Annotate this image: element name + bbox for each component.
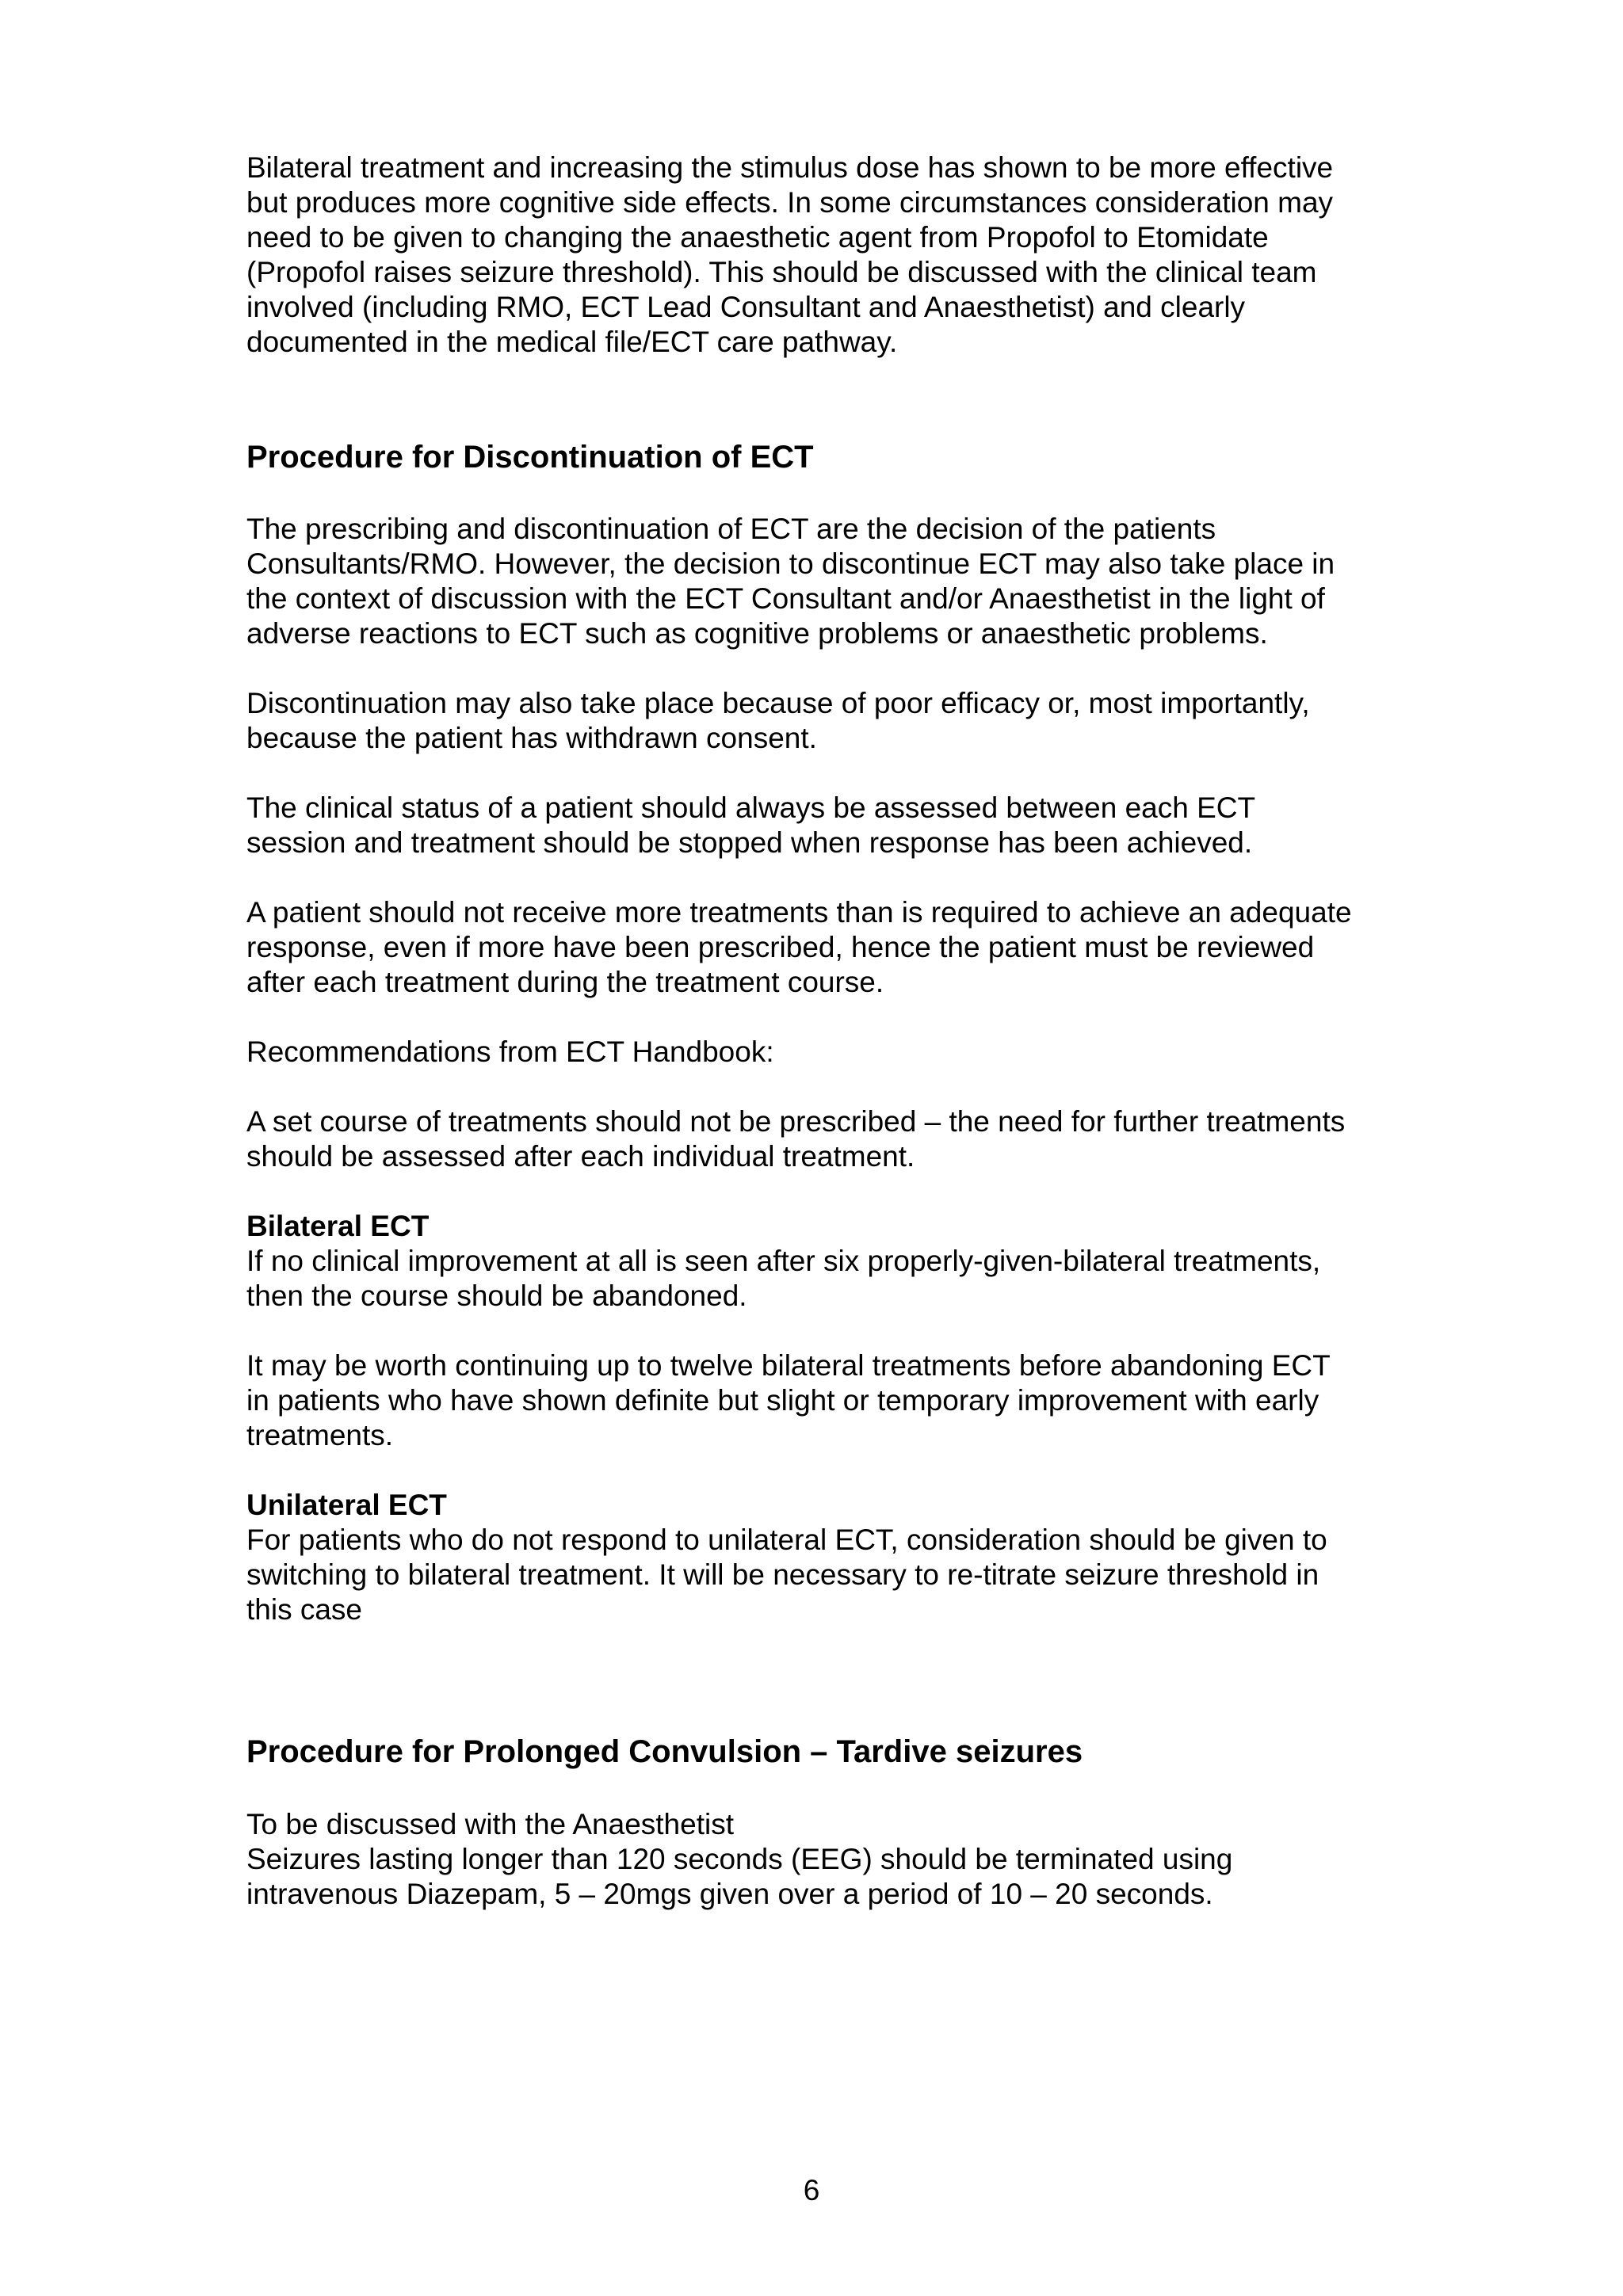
paragraph-bilateral-1: If no clinical improvement at all is seen after six properly-given-bilateral treatments, then the course should be abandoned. <box>246 1245 1321 1312</box>
paragraph-status: The clinical status of a patient should always be assessed between each ECT session and treatment should be stopped when response has been achieved. <box>246 791 1256 859</box>
paragraph-decision: The prescribing and discontinuation of ECT are the decision of the patients Consultants/RMO. However, the decision to discontinue ECT may also take place in the context of discussion with the ECT Consultant and/or Anaesthetist in the light of adverse reactions to ECT such as cognitive problems or anaesthetic problems. <box>246 513 1335 650</box>
heading-prolonged: Procedure for Prolonged Convulsion – Tardive seizures <box>246 1734 1083 1769</box>
paragraph-unilateral: For patients who do not respond to unilateral ECT, consideration should be given to switching to bilateral treatment. It will be necessary to re-titrate seizure threshold in this case <box>246 1524 1327 1626</box>
paragraph-set-course: A set course of treatments should not be prescribed – the need for further treatments should be assessed after each individual treatment. <box>246 1105 1346 1173</box>
paragraph-recommendations: Recommendations from ECT Handbook: <box>246 1035 774 1068</box>
paragraph-intro: Bilateral treatment and increasing the stimulus dose has shown to be more effective but produces more cognitive side effects. In some circumstances consideration may need to be given to changing the anaesthetic agent from Propofol to Etomidate (Propofol raises seizure threshold). This should be discussed with the clinical team involved (including RMO, ECT Lead Consultant and Anaesthetist) and clearly documented in the medical file/ECT care pathway. <box>246 151 1334 358</box>
subheading-unilateral: Unilateral ECT <box>246 1489 447 1521</box>
paragraph-bilateral-2: It may be worth continuing up to twelve bilateral treatments before abandoning ECT in patients who have shown definite but slight or temporary improvement with early treatments. <box>246 1349 1331 1451</box>
paragraph-adequate: A patient should not receive more treatments than is required to achieve an adequate response, even if more have been prescribed, hence the patient must be reviewed after each treatment during the treatment course. <box>246 896 1352 998</box>
page-number: 6 <box>803 2174 820 2206</box>
paragraph-efficacy: Discontinuation may also take place because of poor efficacy or, most importantly, because the patient has withdrawn consent. <box>246 687 1310 754</box>
heading-discontinuation: Procedure for Discontinuation of ECT <box>246 440 814 475</box>
subheading-bilateral: Bilateral ECT <box>246 1210 430 1242</box>
paragraph-seizures: Seizures lasting longer than 120 seconds (EEG) should be terminated using intravenous Diazepam, 5 – 20mgs given over a period of 10 – 20 seconds. <box>246 1843 1233 1910</box>
paragraph-anaesthetist: To be discussed with the Anaesthetist <box>246 1808 734 1840</box>
page-content <box>246 151 1403 1912</box>
